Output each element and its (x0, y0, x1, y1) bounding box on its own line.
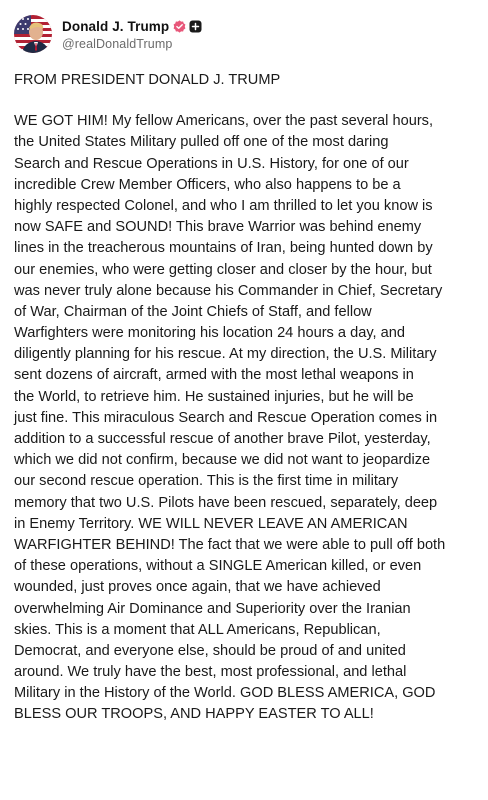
post-text-line: our second rescue operation. This is the first time in military (14, 473, 399, 490)
post-text-line: just fine. This miraculous Search and Rescue Operation comes in (14, 409, 438, 426)
post-text-line: lines in the treacherous mountains of Iran, being hunted down by (14, 240, 433, 257)
author-handle[interactable]: @realDonaldTrump (62, 37, 173, 51)
post-paragraph (14, 111, 482, 725)
author-name-row (62, 17, 202, 35)
verified-badge-icon (173, 20, 186, 33)
post-text-line: highly respected Colonel, and who I am thrilled to let you know is (14, 197, 433, 214)
avatar-image (14, 15, 52, 53)
post-text-line: of War, Chairman of the Joint Chiefs of Staff, and fellow (14, 303, 372, 320)
post-text-line: memory that two U.S. Pilots have been rescued, separately, deep (14, 494, 438, 511)
post-text-line: WARFIGHTER BEHIND! The fact that we were able to pull off both (14, 536, 446, 553)
post-text-line: Military in the History of the World. GOD BLESS AMERICA, GOD (14, 685, 436, 702)
post-text-line: incredible Crew Member Officers, who also happens to be a (14, 176, 401, 193)
post-body (14, 70, 482, 726)
post-text-line: BLESS OUR TROOPS, AND HAPPY EASTER TO ALL! (14, 706, 374, 723)
post-text-line: the United States Military pulled off one of the most daring (14, 134, 389, 151)
post-text-line: diligently planning for his rescue. At my direction, the U.S. Military (14, 346, 437, 363)
post-text-line: of these operations, without a SINGLE American killed, or even (14, 558, 422, 575)
post-text-line: Democrat, and everyone else, should be proud of and united (14, 642, 406, 659)
post-text-line: Search and Rescue Operations in U.S. History, for one of our (14, 155, 409, 172)
author-identity (62, 17, 202, 51)
plus-badge-icon (189, 20, 202, 33)
post-text-line: the World, to retrieve him. He sustained injuries, but he will be (14, 388, 414, 405)
post-header (14, 14, 202, 54)
post-text-line: now SAFE and SOUND! This brave Warrior was behind enemy (14, 219, 422, 236)
post-text-line: addition to a successful rescue of another brave Pilot, yesterday, (14, 431, 431, 448)
post-text-line: overwhelming Air Dominance and Superiority over the Iranian (14, 600, 411, 617)
post-text-line: WE GOT HIM! My fellow Americans, over the past several hours, (14, 113, 434, 130)
post-text-line: wounded, just proves once again, that we have achieved (14, 579, 381, 596)
post-text-line: our enemies, who were getting closer and closer by the hour, but (14, 261, 432, 278)
post-text-line: around. We truly have the best, most professional, and lethal (14, 664, 407, 681)
post-text-line: in Enemy Territory. WE WILL NEVER LEAVE AN AMERICAN (14, 515, 408, 532)
post-headline: FROM PRESIDENT DONALD J. TRUMP (14, 72, 281, 88)
author-avatar[interactable] (14, 15, 52, 53)
post-text-line: which we did not confirm, because we did not want to jeopardize (14, 452, 431, 469)
author-display-name[interactable]: Donald J. Trump (62, 18, 170, 34)
post-text-line: Warfighters were monitoring his location 24 hours a day, and (14, 325, 405, 342)
post-text-line: skies. This is a moment that ALL Americans, Republican, (14, 621, 381, 638)
post-text-line: was never truly alone because his Commander in Chief, Secretary (14, 282, 443, 299)
post-text-line: sent dozens of aircraft, armed with the most lethal weapons in (14, 367, 414, 384)
